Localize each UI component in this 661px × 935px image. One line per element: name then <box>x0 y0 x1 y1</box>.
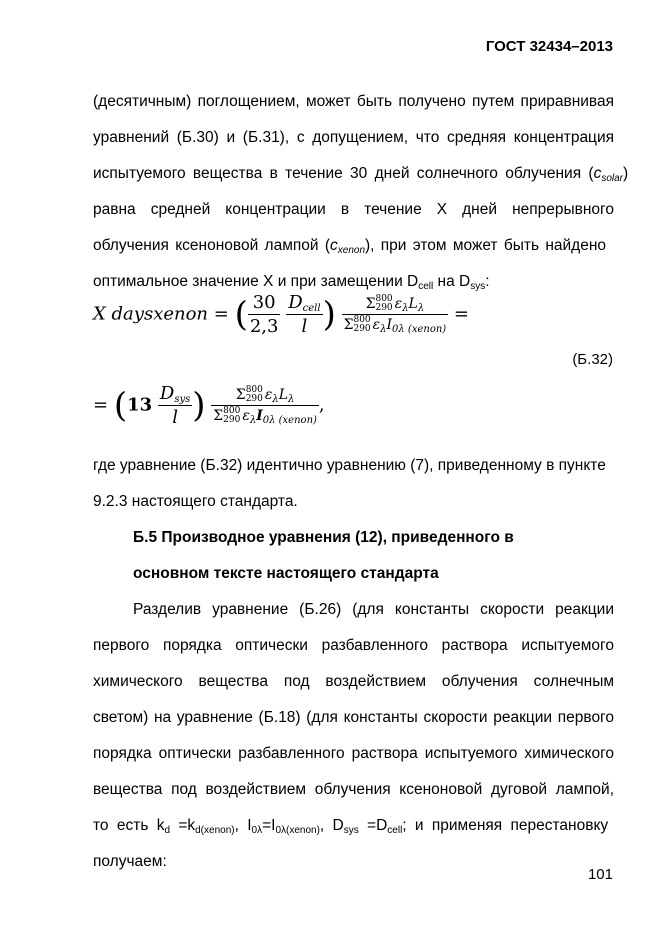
eq1-frac-sum: Σ800 290 $\varepsilon_\lambda L_\lambda$ Σ800 290 $\varepsilon_\lambda I_{0\lambda (xenon)}$ <box>343 294 447 335</box>
para3-line7: то есть $k_d =k_{d(xenon)}$, $I_{0\lambda}=I_{0\lambda(xenon)}$, $D_{sys} =D_{cell}$; и применяя перестановку <box>93 817 609 836</box>
para2-line2: 9.2.3 настоящего стандарта. <box>93 493 298 510</box>
eq1-frac-dcell: $\frac{D_{cell}}{l}$ <box>288 292 321 337</box>
eq1-frac-30: $\frac{30}{2,3}$ <box>249 292 279 337</box>
section-heading-line2: основном тексте настоящего стандарта <box>133 565 439 582</box>
section-heading-line1: Б.5 Производное уравнения (12), приведенного в <box>133 529 514 546</box>
eq2-13: 13 <box>127 394 153 416</box>
para3-line6: вещества под воздействием облучения ксеноновой дуговой лампой, <box>93 781 614 798</box>
eq1-lhs: X daysxenon = <box>93 303 229 325</box>
para3-line3: химического вещества под воздействием облучения солнечным <box>93 673 614 690</box>
page-number: 101 <box>587 866 613 883</box>
para1-line2: уравнений (Б.30) и (Б.31), с допущением, что средняя концентрация <box>93 129 614 146</box>
para1-line3: испытуемого вещества в течение 30 дней солнечного облучения $(c_{solar})$ <box>93 165 629 184</box>
equation-b32-line2: = (13 $\frac{D_{sys}}{l}$ ) Σ800 290 $\varepsilon_\lambda L_\lambda$ Σ800 290 $\varepsilon_\lambda I_{0\lambda (xenon)}$ , <box>93 383 325 428</box>
eq2-frac-dsys: $\frac{D_{sys}}{l}$ <box>159 383 191 428</box>
eq2-frac-sum: Σ800 290 $\varepsilon_\lambda L_\lambda$ Σ800 290 $\varepsilon_\lambda I_{0\lambda (xenon)}$ <box>213 385 317 426</box>
equation-label: (Б.32) <box>572 351 613 368</box>
para1-line1: (десятичным) поглощением, может быть получено путем приравнивая <box>93 93 614 110</box>
para1-line4: равна средней концентрации в течение X дней непрерывного <box>93 201 614 218</box>
equation-b32-line1: X daysxenon = ( $\frac{30}{2,3}$ $\frac{D_{cell}}{l}$ ) Σ800 290 $\varepsilon_\lambda L_\lambda$ Σ800 290 $\varepsilon_\lambda I_{0\lambda (xenon)}$ = <box>93 292 470 337</box>
para1-line5: облучения ксеноновой лампой $(c_{xenon})$, при этом может быть найдено <box>93 237 607 256</box>
para3-line4: светом) на уравнение (Б.18) (для константы скорости реакции первого <box>93 709 614 726</box>
document-header: ГОСТ 32434–2013 <box>485 38 613 55</box>
para3-line1: Разделив уравнение (Б.26) (для константы скорости реакции <box>133 601 614 618</box>
para3-line5: порядка оптически разбавленного раствора испытуемого химического <box>93 745 614 762</box>
para3-line8: получаем: <box>93 853 167 870</box>
para3-line2: первого порядка оптически разбавленного раствора испытуемого <box>93 637 614 654</box>
para2-line1: где уравнение (Б.32) идентично уравнению (7), приведенному в пункте <box>93 457 606 474</box>
para1-line6: оптимальное значение X и при замещении $D_{cell}$ на $D_{sys}$: <box>93 273 490 292</box>
